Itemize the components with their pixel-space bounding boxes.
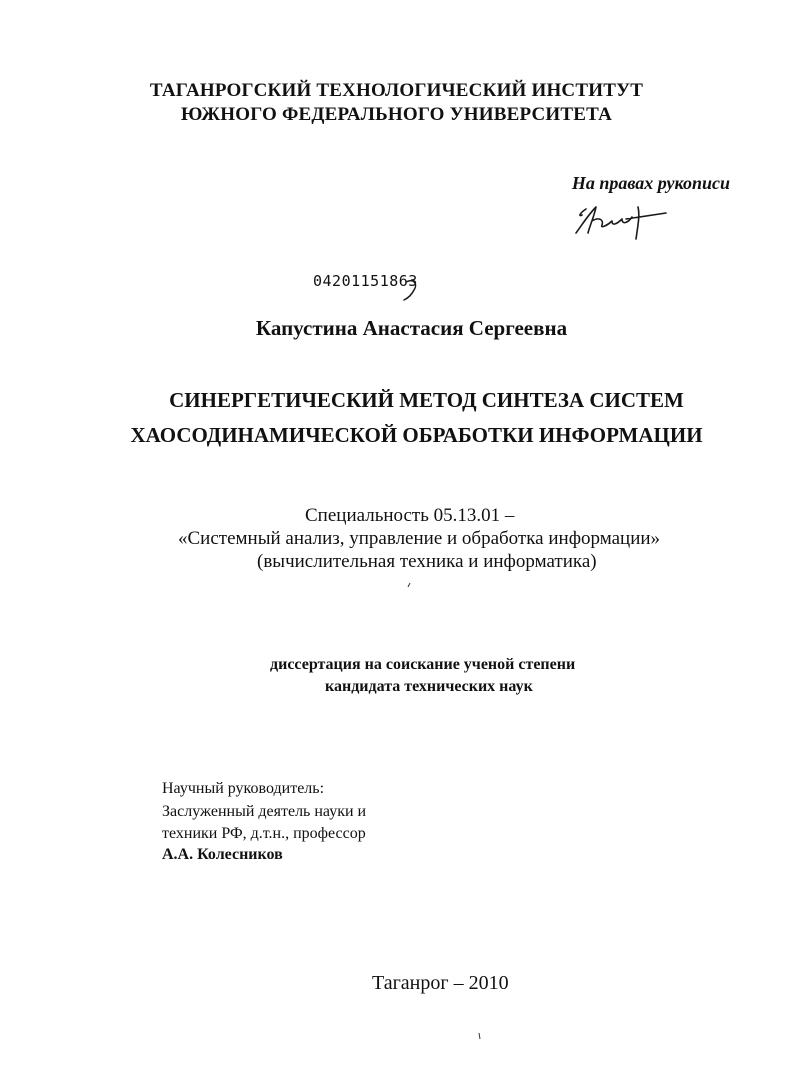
- specialty-field: (вычислительная техника и информатика): [257, 551, 597, 572]
- manuscript-rights: На правах рукописи: [571, 173, 730, 193]
- dissertation-purpose: диссертация на соискание ученой степени: [270, 656, 576, 673]
- institute-name-line-1: ТАГАНРОГСКИЙ ТЕХНОЛОГИЧЕСКИЙ ИНСТИТУТ: [149, 80, 644, 101]
- dissertation-degree: кандидата технических наук: [325, 678, 533, 695]
- registration-number: 04201151863: [313, 272, 418, 290]
- scan-speck: [477, 1032, 483, 1040]
- handwritten-signature: [568, 195, 678, 243]
- handwritten-mark: [402, 272, 422, 302]
- supervisor-title-line-1: Заслуженный деятель науки и: [162, 803, 367, 820]
- thesis-title-line-2: ХАОСОДИНАМИЧЕСКОЙ ОБРАБОТКИ ИНФОРМАЦИИ: [130, 423, 703, 447]
- supervisor-label: Научный руководитель:: [162, 780, 325, 797]
- city-year: Таганрог – 2010: [372, 972, 509, 994]
- specialty-name: «Системный анализ, управление и обработка информации»: [178, 528, 661, 549]
- author-name: Капустина Анастасия Сергеевна: [255, 316, 568, 340]
- thesis-title-line-1: СИНЕРГЕТИЧЕСКИЙ МЕТОД СИНТЕЗА СИСТЕМ: [169, 388, 684, 412]
- scan-speck: [406, 582, 412, 588]
- supervisor-title-line-2: техники РФ, д.т.н., профессор: [162, 825, 366, 842]
- supervisor-name: А.А. Колесников: [162, 846, 283, 863]
- specialty-code: Специальность 05.13.01 –: [305, 505, 515, 526]
- institute-name-line-2: ЮЖНОГО ФЕДЕРАЛЬНОГО УНИВЕРСИТЕТА: [181, 104, 612, 125]
